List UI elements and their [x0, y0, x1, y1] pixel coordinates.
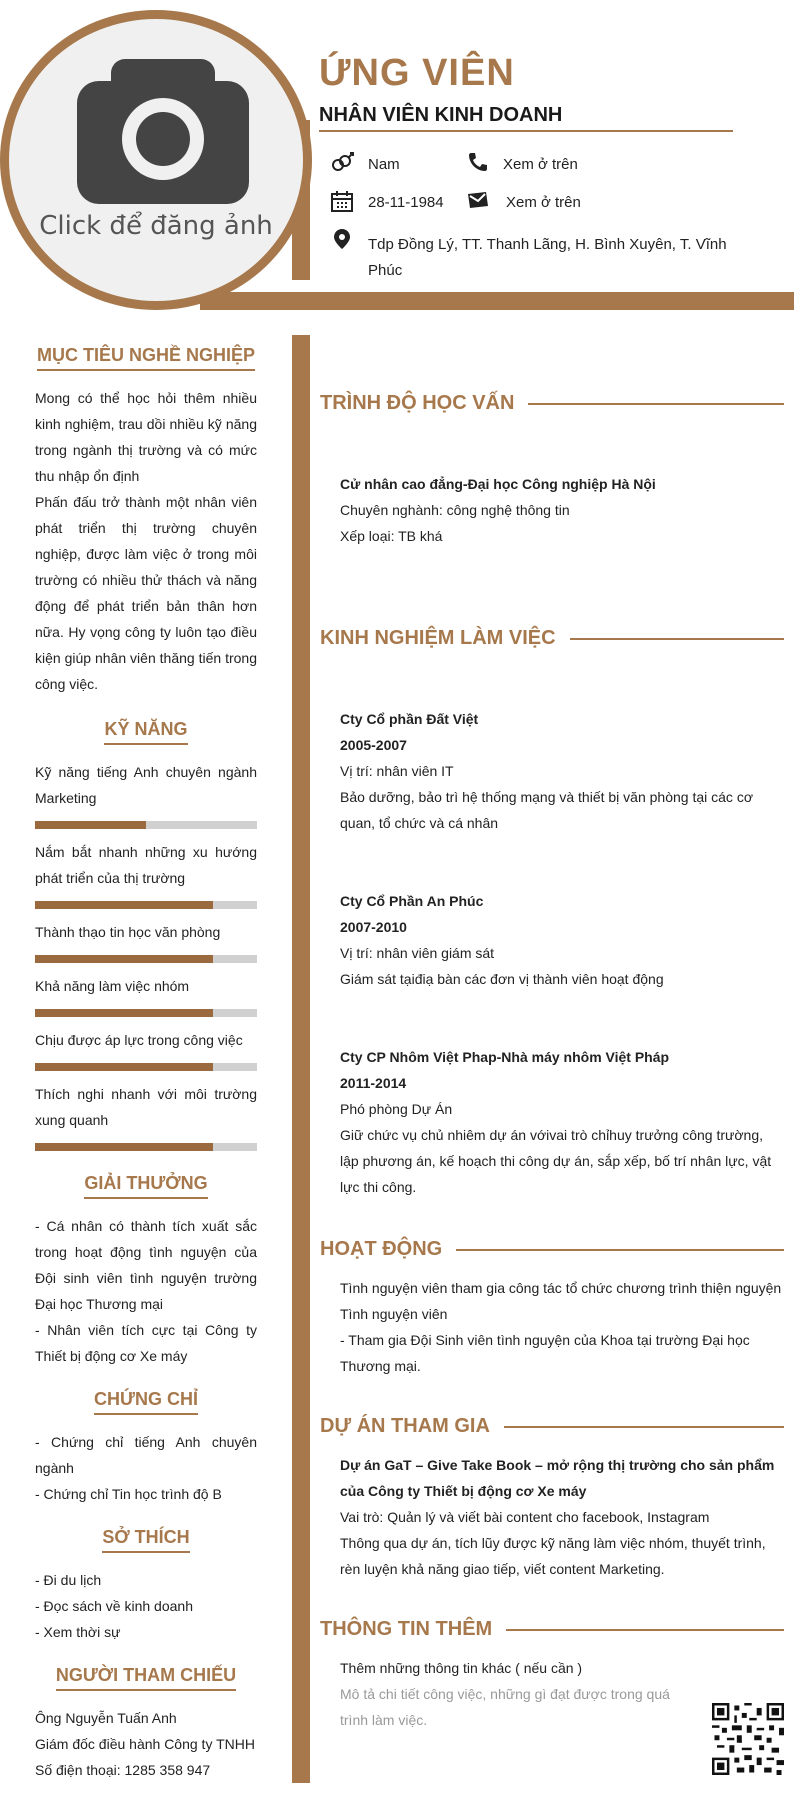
award-item: - Cá nhân có thành tích xuất sắc trong hoạt động tình nguyện của Đội sinh viên tình nguyện trường Đại học Thương mại	[35, 1218, 257, 1312]
phone-value: Xem ở trên	[503, 156, 578, 173]
email-icon	[466, 189, 490, 211]
skill-fill	[35, 901, 213, 909]
education-grade: Xếp loại: TB khá	[340, 528, 443, 544]
skill-label: Thành thạo tin học văn phòng	[35, 924, 221, 940]
skill-bar	[35, 1063, 257, 1071]
gender-icon	[330, 152, 354, 174]
email-value: Xem ở trên	[506, 194, 581, 211]
camera-icon	[77, 59, 249, 204]
skill-fill	[35, 1009, 213, 1017]
skill-label: Nắm bắt nhanh những xu hướng phát triển của thị trường	[35, 844, 257, 886]
awards-heading: GIẢI THƯỞNG	[35, 1173, 257, 1199]
skill-item	[35, 1081, 257, 1151]
activity-line: - Tham gia Đội Sinh viên tình nguyện của Khoa tại trường Đại học Thương mại.	[340, 1332, 750, 1374]
certificate-item: - Chứng chỉ Tin học trình độ B	[35, 1486, 222, 1502]
skill-item	[35, 973, 257, 1017]
skill-bar	[35, 821, 257, 829]
gender-value: Nam	[368, 156, 400, 173]
job-entry	[320, 888, 784, 992]
reference-name: Ông Nguyễn Tuấn Anh	[35, 1710, 177, 1726]
education-heading: TRÌNH ĐỘ HỌC VẤN	[320, 392, 784, 415]
reference-role: Giám đốc điều hành Công ty TNHH	[35, 1736, 255, 1752]
address-value: Tdp Đồng Lý, TT. Thanh Lãng, H. Bình Xuyên, T. Vĩnh Phúc	[368, 236, 727, 279]
skill-label: Thích nghi nhanh với môi trường xung quanh	[35, 1086, 257, 1128]
project-role: Vai trò: Quản lý và viết bài content cho facebook, Instagram	[340, 1509, 710, 1525]
avatar-upload[interactable]	[9, 19, 303, 301]
qr-code-icon	[712, 1703, 784, 1775]
dob-value: 28-11-1984	[368, 194, 444, 211]
job-company: Cty CP Nhôm Việt Phap-Nhà máy nhôm Việt Pháp	[340, 1049, 670, 1065]
education-entry	[320, 471, 784, 549]
experience-heading: KINH NGHIỆM LÀM VIỆC	[320, 627, 784, 650]
skill-item	[35, 919, 257, 963]
hobby-item: - Đọc sách về kinh doanh	[35, 1598, 193, 1614]
right-column	[320, 335, 784, 1775]
skill-label: Chịu được áp lực trong công việc	[35, 1032, 243, 1048]
job-role: Phó phòng Dự Án	[340, 1101, 453, 1117]
candidate-position: NHÂN VIÊN KINH DOANH	[319, 104, 733, 132]
skill-bar	[35, 1009, 257, 1017]
hobbies-heading: SỞ THÍCH	[35, 1527, 257, 1553]
certificates-heading: CHỨNG CHỈ	[35, 1389, 257, 1415]
skill-fill	[35, 1063, 213, 1071]
skill-label: Khả năng làm việc nhóm	[35, 978, 190, 994]
education-major: Chuyên nghành: công nghệ thông tin	[340, 502, 570, 518]
job-entry	[320, 706, 784, 836]
skill-fill	[35, 1143, 213, 1151]
skill-fill	[35, 821, 146, 829]
objective-heading: MỤC TIÊU NGHỀ NGHIỆP	[35, 345, 257, 371]
objective-text-2: Phấn đấu trở thành một nhân viên phát triển thị trường chuyên nghiệp, được làm việc ở trong môi trường có nhiều thử thách và năng động để phát triển bản thân hơn nữa. Hy vọng công ty luôn tạo điều kiện giúp nhân viên thăng tiến trong công việc.	[35, 494, 257, 692]
activity-line: Tình nguyện viên tham gia công tác tổ chức chương trình thiện nguyện	[340, 1280, 782, 1296]
candidate-name: ỨNG VIÊN	[319, 52, 515, 94]
certificate-item: - Chứng chỉ tiếng Anh chuyên ngành	[35, 1434, 257, 1476]
activity-line: Tình nguyện viên	[340, 1306, 448, 1322]
award-item: - Nhân viên tích cực tại Công ty Thiết bị động cơ Xe máy	[35, 1322, 257, 1364]
extra-placeholder[interactable]: Mô tả chi tiết công việc, những gì đạt được trong quá trình làm việc.	[340, 1686, 670, 1728]
job-company: Cty Cổ Phần An Phúc	[340, 893, 484, 909]
skill-item	[35, 1027, 257, 1071]
skill-label: Kỹ năng tiếng Anh chuyên ngành Marketing	[35, 764, 257, 806]
location-icon	[330, 228, 354, 250]
job-desc: Giữ chức vụ chủ nhiêm dự án vớivai trò chỉhuy trưởng công trường, lập phương án, kế hoạch thi công dự án, sắp xếp, bố trí nhân lực, vật lực thi công.	[340, 1127, 772, 1195]
extra-line: Thêm những thông tin khác ( nếu cần )	[340, 1660, 583, 1676]
job-entry	[320, 1044, 784, 1200]
job-period: 2011-2014	[340, 1075, 407, 1091]
job-period: 2005-2007	[340, 737, 407, 753]
project-desc: Thông qua dự án, tích lũy được kỹ năng làm việc nhóm, thuyết trình, rèn luyện khả năng giao tiếp, viết content Marketing.	[340, 1535, 766, 1577]
header-bar	[200, 292, 794, 310]
job-role: Vị trí: nhân viên IT	[340, 763, 454, 779]
phone-icon	[466, 151, 490, 173]
column-divider	[292, 335, 310, 1783]
objective-text-1: Mong có thể học hỏi thêm nhiều kinh nghiệm, trau dồi nhiều kỹ năng trong ngành thị trường và có mức thu nhập ổn định	[35, 390, 257, 484]
skill-bar	[35, 1143, 257, 1151]
reference-heading: NGƯỜI THAM CHIẾU	[35, 1665, 257, 1691]
hobby-item: - Đi du lịch	[35, 1572, 102, 1588]
project-name: Dự án GaT – Give Take Book – mở rộng thị trường cho sản phẩm của Công ty Thiết bị động cơ Xe máy	[340, 1457, 775, 1499]
education-school: Cử nhân cao đẳng-Đại học Công nghiệp Hà Nội	[340, 476, 656, 492]
hobby-item: - Xem thời sự	[35, 1624, 121, 1640]
skill-bar	[35, 955, 257, 963]
reference-phone: Số điện thoại: 1285 358 947	[35, 1762, 211, 1778]
avatar-caption: Click để đăng ảnh	[39, 211, 273, 241]
activities-heading: HOẠT ĐỘNG	[320, 1238, 784, 1261]
calendar-icon	[330, 190, 354, 212]
extra-heading: THÔNG TIN THÊM	[320, 1618, 784, 1641]
projects-heading: DỰ ÁN THAM GIA	[320, 1415, 784, 1438]
job-period: 2007-2010	[340, 919, 407, 935]
job-desc: Bảo dưỡng, bảo trì hệ thống mạng và thiết bị văn phòng tại các cơ quan, tổ chức và cá nhân	[340, 789, 753, 831]
skill-bar	[35, 901, 257, 909]
skills-heading: KỸ NĂNG	[35, 719, 257, 745]
activities-entry	[320, 1275, 784, 1379]
project-entry	[320, 1452, 784, 1582]
skill-item	[35, 839, 257, 909]
job-company: Cty Cổ phần Đất Việt	[340, 711, 479, 727]
skill-fill	[35, 955, 213, 963]
left-column	[35, 335, 257, 1783]
skill-item	[35, 759, 257, 829]
job-role: Vị trí: nhân viên giám sát	[340, 945, 495, 961]
job-desc: Giám sát tạiđiạ bàn các đơn vị thành viên hoạt động	[340, 971, 664, 987]
